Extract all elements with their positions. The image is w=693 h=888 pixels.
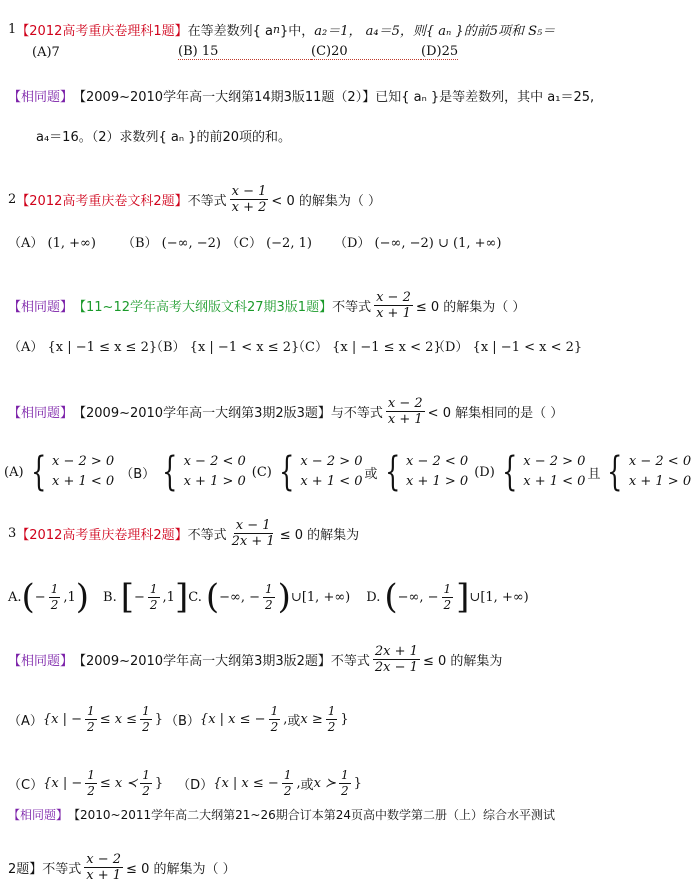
sys-c1-row1: x − 2 > 0 <box>300 454 363 469</box>
q2-stem <box>8 184 381 215</box>
q2-fraction <box>230 184 269 215</box>
q1-related <box>8 86 594 105</box>
q3-opt-b-frac <box>148 582 160 613</box>
q1-option-c: (C)20 <box>311 44 421 60</box>
q3-r1-opt-c-frac1-num: 1 <box>87 768 95 782</box>
sys-b-row1: x − 2 < 0 <box>183 454 246 469</box>
q2-related1 <box>8 290 525 321</box>
q3-r1-opt-d-frac2 <box>339 768 351 799</box>
q3-related1-options-ab: （A） {x | − $\frac{1}{2}$ ≤ x ≤ $\frac{1}{2}$ } （B） {x | x ≤ − $\frac{1}{2}$ , 或 x ≥ $\frac{1}{2}$ } <box>8 704 349 734</box>
q3-r1-opt-b-frac1-den: 2 <box>270 720 279 734</box>
q3-opt-b-close: ] <box>174 577 189 617</box>
q3-opt-d-open: ( <box>384 577 398 617</box>
q1-stem-text: 在等差数列{ a <box>187 24 274 39</box>
q3-related2-line2-pre: 2题】不等式 <box>8 862 82 877</box>
q3-opt-c-one: 1 <box>306 589 316 605</box>
q2-options <box>8 232 501 251</box>
q3-r1-opt-b-or: 或 <box>287 714 301 729</box>
q3-r1-opt-c-frac2 <box>140 768 152 799</box>
q1-source: 【2012高考重庆卷理科1题】 <box>16 24 188 39</box>
q2-option-b: （B） (−∞, −2) <box>122 236 221 251</box>
q3-related1-source: 【2009~2010学年高一大纲第3期3版2题】 <box>73 654 331 669</box>
sys-d1-row2: x + 1 < 0 <box>523 474 586 489</box>
q3-related1-fraction <box>373 644 420 675</box>
q3-fraction <box>230 518 277 549</box>
q1-stem <box>8 20 555 39</box>
sys-d1 <box>497 449 586 495</box>
sys-d2-row1: x − 2 < 0 <box>628 454 692 469</box>
sys-b-brace: { <box>162 449 178 495</box>
q3-opt-c-inf: +∞ <box>323 589 346 605</box>
q3-r1-opt-a-frac2 <box>140 704 152 735</box>
q3-r1-opt-b-frac2 <box>326 704 338 735</box>
q3-r1-opt-a-frac1 <box>85 704 97 735</box>
q2-related1-opt-a: （A） {x | −1 ≤ x ≤ 2} <box>8 340 158 355</box>
q2-option-a: （A） (1, +∞) <box>8 236 96 251</box>
q3-number: 3 <box>8 526 17 541</box>
q3-opt-d-neginf: −∞ <box>397 589 420 605</box>
q3-opt-c-frac <box>263 582 275 613</box>
q2-source: 【2012高考重庆卷文科2题】 <box>16 194 188 209</box>
q1-stem-text2: }中， <box>280 24 315 39</box>
q2-option-d: （D） (−∞, −2) ∪ (1, +∞) <box>334 236 502 251</box>
q3-related2-fraction <box>84 852 123 883</box>
q3-r1-opt-b-frac2-den: 2 <box>327 720 336 734</box>
q2-related1-den: x + 1 <box>376 306 411 321</box>
q3-opt-d-inf: +∞ <box>501 589 524 605</box>
q1-condition: a₂＝1， a₄＝5，则{ aₙ }的前5项和 S₅＝ <box>314 24 556 39</box>
q2-related1-post: ≤ 0 的解集为（ ） <box>415 300 526 315</box>
q3-source: 【2012高考重庆卷理科2题】 <box>16 528 188 543</box>
q3-pre: 不等式 <box>187 528 227 543</box>
sys-c1-row2: x + 1 < 0 <box>300 474 363 489</box>
sys-c1 <box>274 449 363 495</box>
q1-stem-sub: n <box>273 23 280 36</box>
q3-r1-opt-c-frac1 <box>85 768 97 799</box>
q3-r1-opt-a-frac1-num: 1 <box>87 704 95 718</box>
sys-c2-row1: x − 2 < 0 <box>406 454 469 469</box>
q2-related2-den: x + 1 <box>387 412 423 427</box>
q3-r1-opt-b-frac1 <box>269 704 281 735</box>
sys-a-label: (A) <box>4 464 24 480</box>
q2-related2-options <box>4 449 693 495</box>
q2-related1-tag: 【相同题】 <box>8 300 74 315</box>
sys-d2 <box>602 449 692 495</box>
q3-frac-num: x − 1 <box>235 518 271 533</box>
q2-related1-source: 【11~12学年高考大纲版文科27期3版1题】 <box>73 300 333 315</box>
q3-r1-opt-d-frac2-den: 2 <box>340 784 349 798</box>
q1-related-text: 已知{ aₙ }是等差数列，其中 a₁＝25, <box>375 90 595 105</box>
q3-related2-source: 【2010~2011学年高二大纲第21~26期合订本第24页高中数学第二册（上）综合水平测试 <box>68 808 556 822</box>
sys-c2 <box>380 449 469 495</box>
q2-frac-num: x − 1 <box>231 184 267 199</box>
q3-opt-d-frac-num: 1 <box>443 581 452 596</box>
q1-option-b: (B) 15 <box>178 44 311 60</box>
q3-opt-a-frac <box>49 582 61 613</box>
q3-opt-c-frac-den: 2 <box>265 597 273 612</box>
q2-related2-tag: 【相同题】 <box>8 406 74 421</box>
q3-r1-opt-b-frac1-num: 1 <box>270 704 279 718</box>
q3-related1-den: 2x − 1 <box>374 660 418 675</box>
q2-related1-options <box>8 336 582 355</box>
q2-related2-source: 【2009~2010学年高一大纲第3期2版3题】 <box>73 406 331 421</box>
q3-related2-post: ≤ 0 的解集为（ ） <box>126 862 236 877</box>
q1-option-a: (A)7 <box>32 44 60 60</box>
q3-opt-c-label: C. <box>188 589 202 605</box>
q1-related-tag: 【相同题】 <box>8 90 74 105</box>
q1-related-source: 【2009~2010学年高一大纲第14期3版11题（2）】 <box>73 90 376 105</box>
q3-r1-opt-d-or: 或 <box>300 778 314 793</box>
q3-r1-opt-b-frac2-num: 1 <box>327 704 336 718</box>
q2-related1-pre: 不等式 <box>332 300 372 315</box>
q3-opt-a-close: ) <box>75 577 90 617</box>
q2-frac-den: x + 2 <box>231 200 267 215</box>
sys-a-row1: x − 2 > 0 <box>52 454 115 469</box>
q3-post: ≤ 0 的解集为 <box>279 528 360 543</box>
q3-r1-opt-a-frac2-num: 1 <box>142 704 150 718</box>
q3-opt-b-label: B. <box>103 589 117 605</box>
q2-related2 <box>8 396 563 427</box>
q3-related2-line2 <box>8 852 236 883</box>
sys-a <box>26 449 115 495</box>
q3-related2-tag: 【相同题】 <box>8 808 69 822</box>
q3-related1 <box>8 644 502 675</box>
q3-opt-d-label: D. <box>366 589 381 605</box>
q3-opt-c-neginf: −∞ <box>219 589 241 605</box>
q2-number: 2 <box>8 192 17 207</box>
q3-related2-den: x + 1 <box>86 868 122 883</box>
q1-related-line2: a₄＝16。（2）求数列{ aₙ }的前20项的和。 <box>36 130 291 145</box>
q2-post: < 0 的解集为（ ） <box>271 194 381 209</box>
q2-pre: 不等式 <box>187 194 227 209</box>
q3-opt-a-frac-num: 1 <box>50 581 59 596</box>
q3-opt-d-frac-den: 2 <box>443 597 452 612</box>
sys-c-or: 或 <box>364 466 378 482</box>
q2-related1-opt-c: （C） {x | −1 ≤ x < 2} <box>292 340 442 355</box>
q2-related1-num: x − 2 <box>376 290 411 305</box>
q3-opt-d-one: 1 <box>485 589 494 605</box>
q3-related1-tag: 【相同题】 <box>8 654 74 669</box>
sys-c-label: (C) <box>251 464 272 480</box>
q3-r1-opt-d-frac1-den: 2 <box>283 784 292 798</box>
sys-d-and: 且 <box>587 466 601 482</box>
q3-r1-opt-c-frac2-den: 2 <box>142 784 150 798</box>
q3-r1-opt-d-frac2-num: 1 <box>340 768 349 782</box>
q3-r1-opt-a-frac1-den: 2 <box>87 720 95 734</box>
q2-option-c: （C） (−2, 1) <box>226 236 312 251</box>
q3-opt-a-frac-den: 2 <box>50 597 59 612</box>
q2-related1-opt-d: （D） {x | −1 < x < 2} <box>432 340 583 355</box>
q3-related1-options-cd: （C） {x | − $\frac{1}{2}$ ≤ x ≺ $\frac{1}{2}$ } （D） {x | x ≤ − $\frac{1}{2}$ , 或 x ≻ $\frac{1}{2}$ } <box>8 768 362 798</box>
q3-opt-c-close: ) <box>277 577 291 617</box>
sys-c1-brace: { <box>278 449 295 495</box>
q2-related1-opt-b: （B） {x | −1 < x ≤ 2} <box>150 340 300 355</box>
sys-d-label: (D) <box>474 464 495 480</box>
q3-opt-d-frac <box>442 582 454 613</box>
q3-r1-opt-c-frac2-num: 1 <box>142 768 150 782</box>
q3-opt-a-open: ( <box>21 577 35 617</box>
q3-related1-num: 2x + 1 <box>374 644 418 659</box>
q3-opt-c-frac-num: 1 <box>265 581 273 596</box>
q3-stem <box>8 518 359 549</box>
q3-related1-pre: 不等式 <box>330 654 370 669</box>
sys-b-row2: x + 1 > 0 <box>183 474 246 489</box>
sys-d1-row1: x − 2 > 0 <box>523 454 586 469</box>
sys-a-row2: x + 1 < 0 <box>52 474 115 489</box>
q3-opt-c-open: ( <box>205 577 220 617</box>
sys-d1-brace: { <box>501 449 518 495</box>
q2-related2-post: < 0 解集相同的是（ ） <box>427 406 564 421</box>
q3-opt-d-close: ] <box>456 577 470 617</box>
sys-c2-row2: x + 1 > 0 <box>406 474 469 489</box>
q1-number: 1 <box>8 22 17 37</box>
sys-b <box>157 449 246 495</box>
q3-frac-den: 2x + 1 <box>231 534 275 549</box>
q2-related2-pre: 与不等式 <box>330 406 383 421</box>
q2-related1-fraction <box>374 290 413 321</box>
q1-option-d: (D)25 <box>421 44 459 59</box>
sys-d2-brace: { <box>607 449 623 495</box>
sys-b-label: （B） <box>120 466 156 482</box>
sys-c2-brace: { <box>384 449 400 495</box>
q3-r1-opt-a-frac2-den: 2 <box>142 720 150 734</box>
q3-r1-opt-d-label: （D） <box>177 778 214 793</box>
q3-related2 <box>8 806 555 823</box>
q3-r1-opt-d-frac1 <box>282 768 294 799</box>
q3-r1-opt-b-label: （B） <box>165 714 200 729</box>
q3-related2-num: x − 2 <box>86 852 122 867</box>
q3-opt-b-one: 1 <box>166 589 175 605</box>
q2-related2-num: x − 2 <box>387 396 423 411</box>
q1-options <box>32 44 458 60</box>
q3-r1-opt-a-label: （A） <box>8 714 43 729</box>
q3-related1-post: ≤ 0 的解集为 <box>422 654 503 669</box>
q3-r1-opt-c-frac1-den: 2 <box>87 784 95 798</box>
q3-opt-a-one: 1 <box>67 589 76 605</box>
q2-related2-fraction <box>386 396 425 427</box>
sys-a-brace: { <box>30 449 46 495</box>
q3-opt-b-frac-num: 1 <box>149 581 158 596</box>
sys-d2-row2: x + 1 > 0 <box>628 474 692 489</box>
q3-opt-b-frac-den: 2 <box>149 597 158 612</box>
q3-opt-a-label: A. <box>8 589 22 605</box>
q3-r1-opt-d-frac1-num: 1 <box>283 768 292 782</box>
q3-r1-opt-c-label: （C） <box>8 778 44 793</box>
q3-options: A. ( − $\frac{1}{2}$ , 1 ) B. [ − $\frac{1}{2}$ , 1 ] C. ( −∞ , − $\frac{1}{2}$ ) ∪[ 1 , +∞ ) D. ( −∞ , − $\frac{1}{2}$ ] ∪[ 1 , +∞ ) <box>8 577 529 617</box>
q3-opt-b-open: [ <box>120 577 134 617</box>
